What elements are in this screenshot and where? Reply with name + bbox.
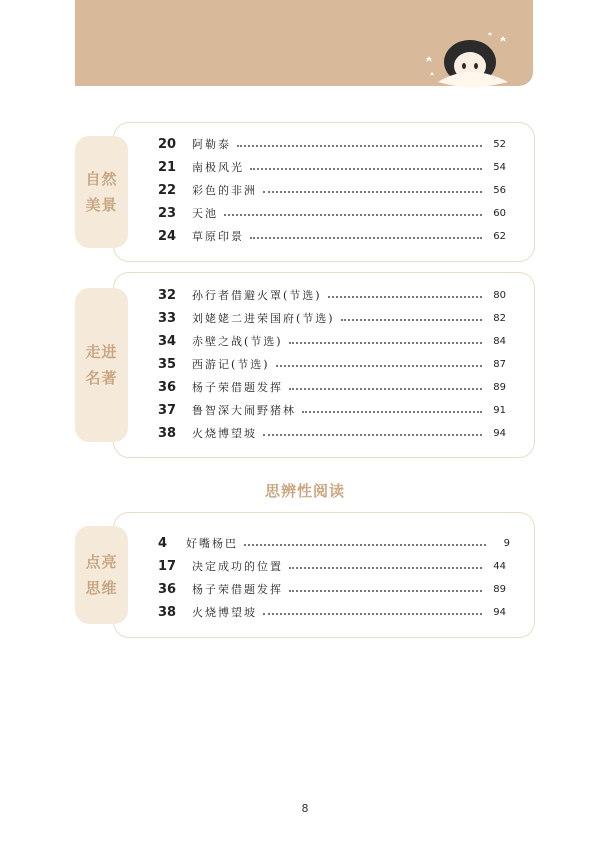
- section-tab-classics: [75, 288, 128, 442]
- toc-entry[interactable]: [158, 601, 506, 623]
- toc-entry[interactable]: [158, 133, 506, 155]
- entry-page: 52: [493, 138, 506, 150]
- leader-dots: [263, 434, 482, 436]
- entry-number: 24: [158, 228, 177, 244]
- entry-page: 56: [493, 184, 506, 196]
- mascot-illustration: [408, 22, 518, 88]
- toc-entry[interactable]: [158, 307, 506, 329]
- entry-page: 54: [493, 161, 506, 173]
- entry-page: 91: [493, 404, 506, 416]
- entry-title: 火烧博望坡: [192, 427, 257, 440]
- entry-number: 36: [158, 581, 177, 597]
- toc-entry[interactable]: [158, 284, 506, 306]
- entry-number: 17: [158, 558, 177, 574]
- entry-title: 决定成功的位置: [192, 560, 283, 573]
- toc-entry[interactable]: [158, 578, 506, 600]
- leader-dots: [341, 319, 482, 321]
- section-tab-nature: [75, 136, 128, 248]
- toc-entry[interactable]: [158, 353, 506, 375]
- entry-number: 35: [158, 356, 177, 372]
- entry-number: 4: [158, 535, 168, 551]
- leader-dots: [237, 145, 482, 147]
- entry-number: 34: [158, 333, 177, 349]
- entry-title: 天池: [192, 207, 218, 220]
- entry-title: 孙行者借避火罩(节选): [192, 289, 322, 302]
- entry-number: 21: [158, 159, 177, 175]
- entry-page: 62: [493, 230, 506, 242]
- leader-dots: [244, 544, 486, 546]
- entry-title: 杨子荣借题发挥: [192, 381, 283, 394]
- tab-line-2: 名著: [85, 369, 118, 387]
- tab-line-1: 自然: [85, 170, 118, 188]
- entry-page: 94: [493, 427, 506, 439]
- toc-entry[interactable]: [158, 532, 510, 554]
- entry-page: 84: [493, 335, 506, 347]
- entry-page: 60: [493, 207, 506, 219]
- leader-dots: [289, 590, 482, 592]
- leader-dots: [276, 365, 482, 367]
- tab-line-2: 美景: [85, 196, 118, 214]
- entry-title: 火烧博望坡: [192, 606, 257, 619]
- entry-title: 好嘴杨巴: [186, 537, 238, 550]
- leader-dots: [302, 411, 482, 413]
- tab-line-1: 走进: [85, 343, 118, 361]
- entry-title: 南极风光: [192, 161, 244, 174]
- leader-dots: [250, 168, 482, 170]
- entry-page: 80: [493, 289, 506, 301]
- toc-entry[interactable]: [158, 330, 506, 352]
- leader-dots: [224, 214, 482, 216]
- entry-number: 22: [158, 182, 177, 198]
- leader-dots: [289, 342, 482, 344]
- entry-title: 刘姥姥二进荣国府(节选): [192, 312, 335, 325]
- entry-page: 89: [493, 381, 506, 393]
- toc-entry[interactable]: [158, 555, 506, 577]
- tab-line-2: 思维: [85, 579, 118, 597]
- entry-number: 38: [158, 425, 177, 441]
- entry-page: 94: [493, 606, 506, 618]
- entry-title: 杨子荣借题发挥: [192, 583, 283, 596]
- toc-entry[interactable]: [158, 179, 506, 201]
- entry-number: 36: [158, 379, 177, 395]
- tab-line-1: 点亮: [85, 553, 118, 571]
- leader-dots: [250, 237, 482, 239]
- entry-title: 鲁智深大闹野猪林: [192, 404, 296, 417]
- toc-entry[interactable]: [158, 225, 506, 247]
- entry-number: 38: [158, 604, 177, 620]
- entry-page: 44: [493, 560, 506, 572]
- entry-title: 西游记(节选): [192, 358, 270, 371]
- toc-entry[interactable]: [158, 422, 506, 444]
- section-heading: 思辨性阅读: [264, 482, 345, 500]
- entry-number: 37: [158, 402, 177, 418]
- toc-entry[interactable]: [158, 376, 506, 398]
- entry-title: 阿勒泰: [192, 138, 231, 151]
- entry-page: 89: [493, 583, 506, 595]
- entry-title: 赤壁之战(节选): [192, 335, 283, 348]
- entry-title: 彩色的非洲: [192, 184, 257, 197]
- entry-page: 82: [493, 312, 506, 324]
- toc-entry[interactable]: [158, 399, 506, 421]
- entry-title: 草原印景: [192, 230, 244, 243]
- leader-dots: [263, 613, 482, 615]
- entry-number: 23: [158, 205, 177, 221]
- entry-number: 32: [158, 287, 177, 303]
- toc-entry[interactable]: [158, 156, 506, 178]
- leader-dots: [289, 567, 482, 569]
- toc-entry[interactable]: [158, 202, 506, 224]
- entry-page: 87: [493, 358, 506, 370]
- entry-number: 33: [158, 310, 177, 326]
- leader-dots: [289, 388, 482, 390]
- leader-dots: [328, 296, 482, 298]
- entry-page: 9: [503, 537, 510, 549]
- entry-number: 20: [158, 136, 177, 152]
- section-tab-thinking: [75, 526, 128, 624]
- leader-dots: [263, 191, 482, 193]
- page-number: 8: [301, 802, 309, 815]
